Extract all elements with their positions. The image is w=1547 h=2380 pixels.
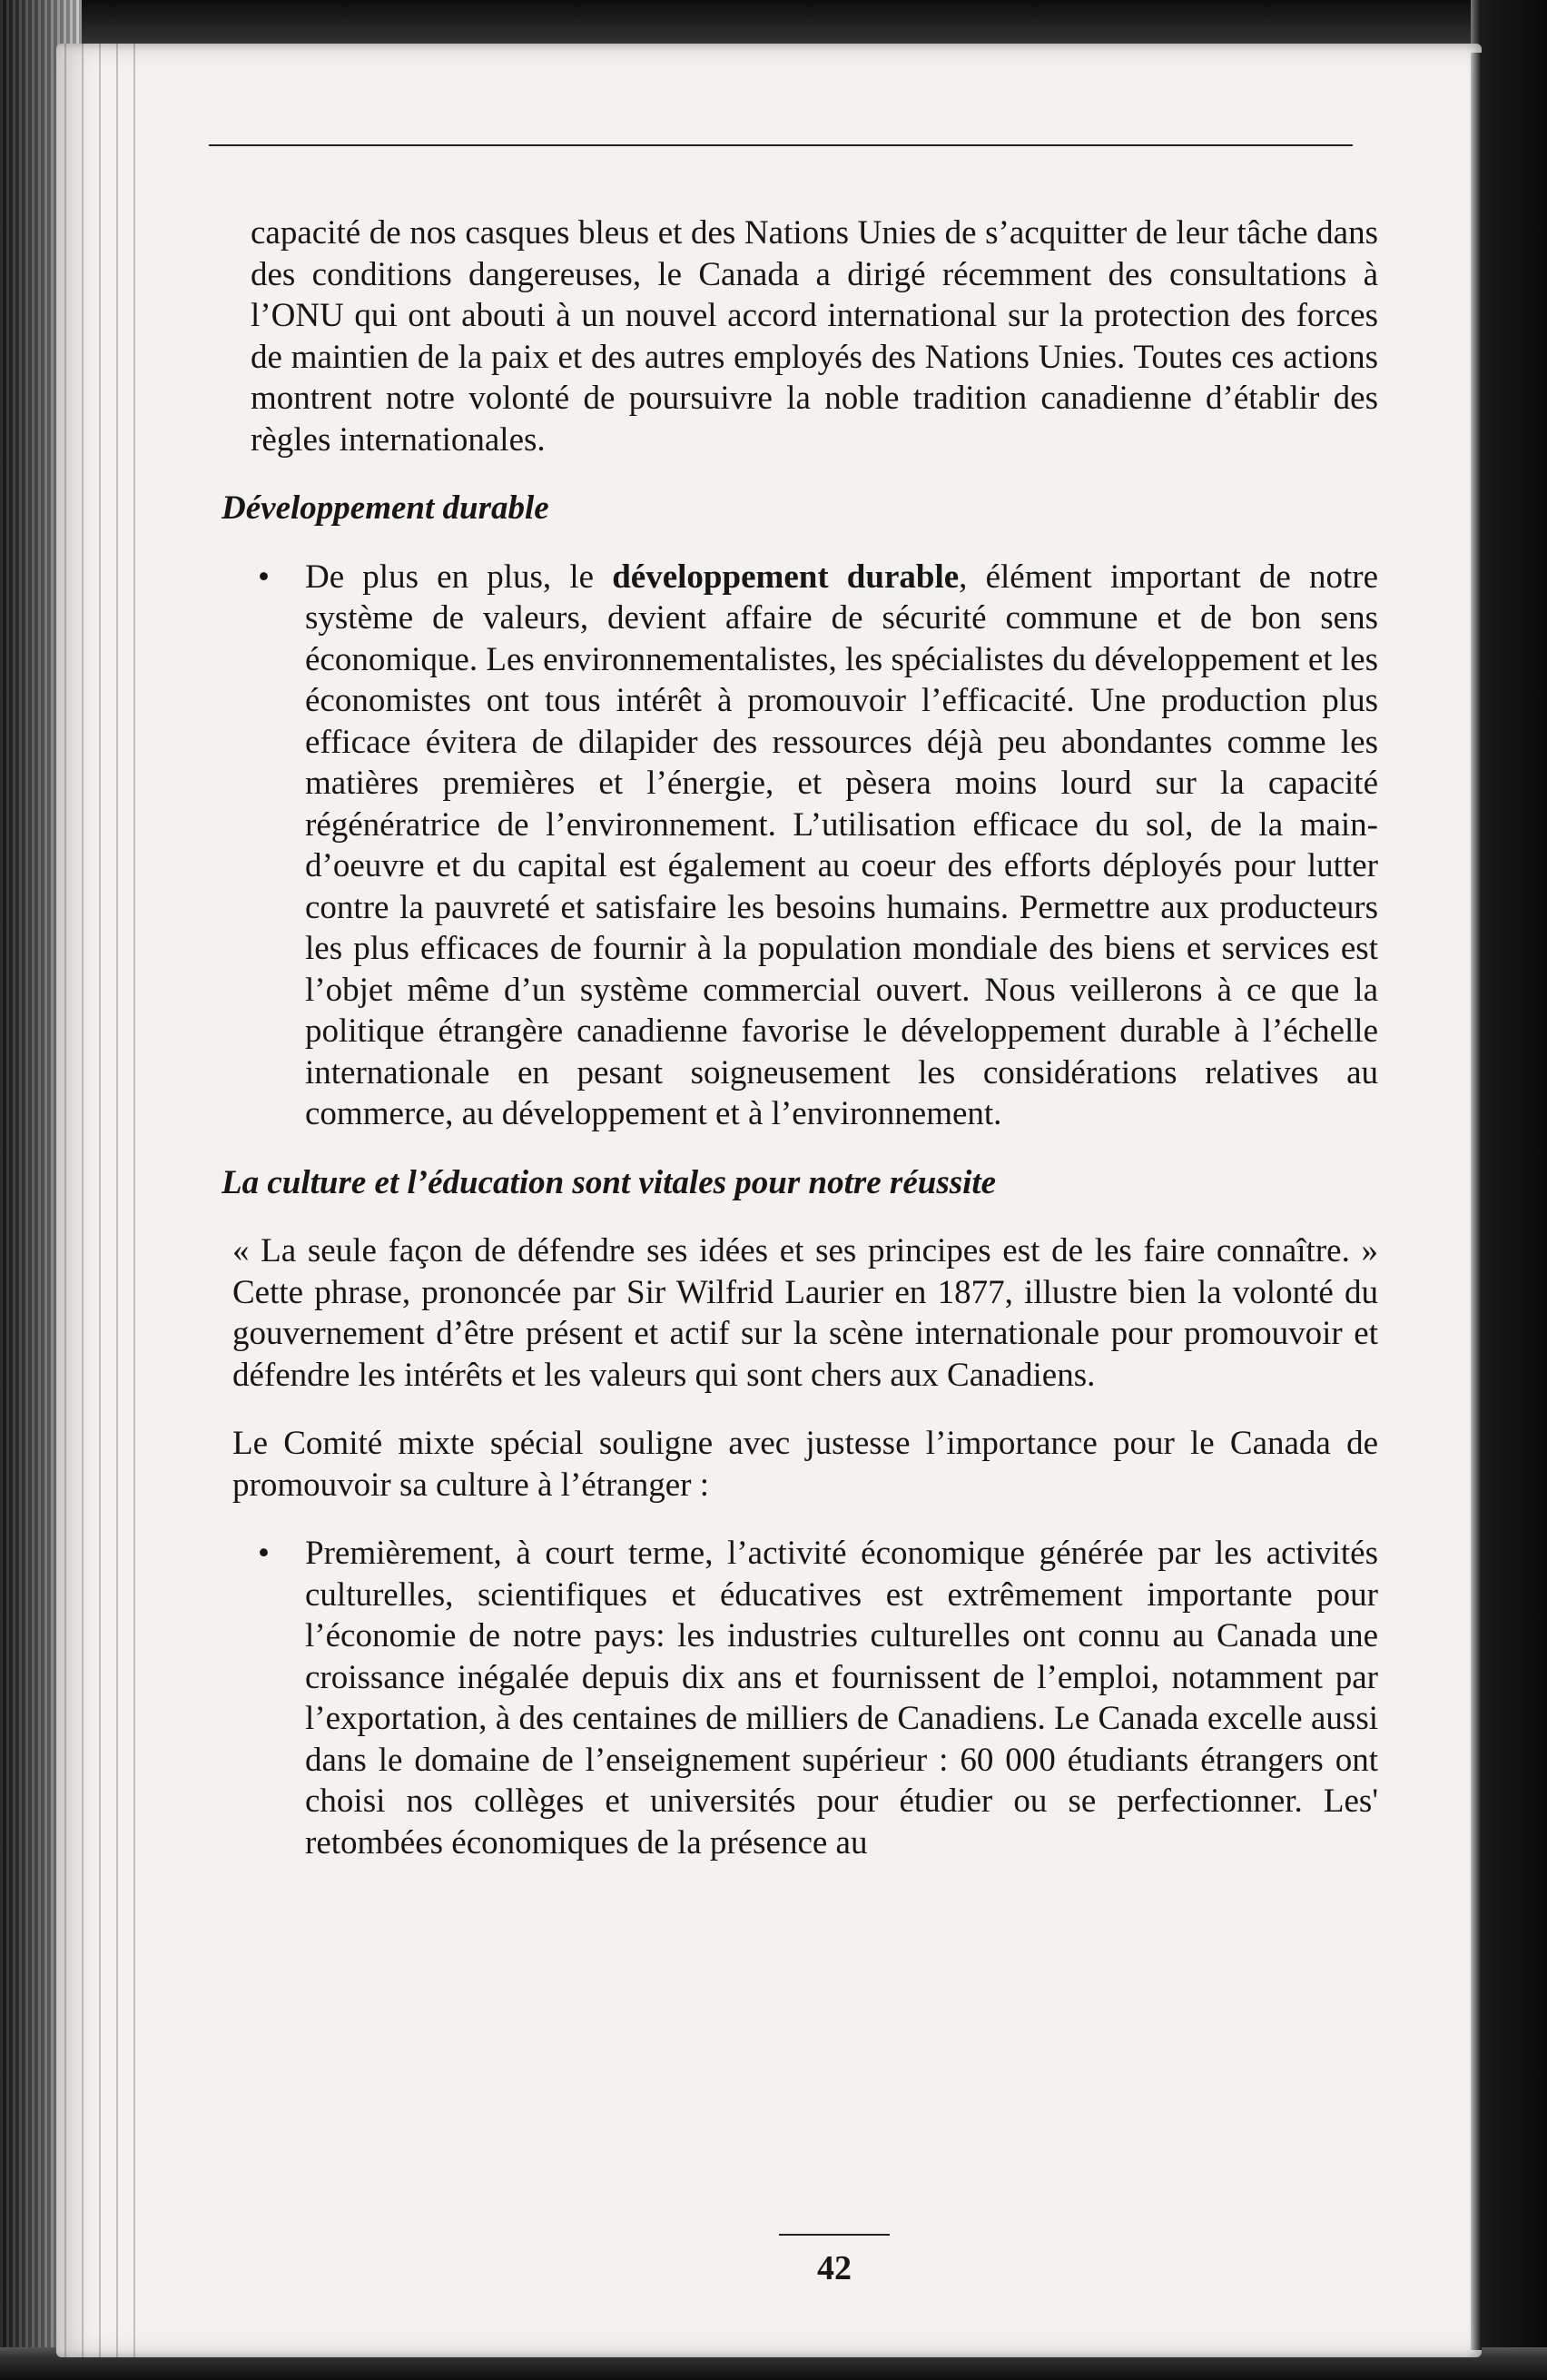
paragraph-intro: capacité de nos casques bleus et des Nations Unies de s’acquitter de leur tâche dans des conditions dangereuses, le Canada a dirigé récemment des consultations à l’ONU qui ont abouti à un nouvel accord international sur la protection des forces de maintien de la paix et des autres employés des Nations Unies. Toutes ces actions montrent notre volonté de poursuivre la noble tradition canadienne d’établir des règles internationales.: [251, 214, 1378, 459]
paragraph-laurier-quote: « La seule façon de défendre ses idées et ses principes est de les faire connaître. » Cette phrase, prononcée par Sir Wilfrid Laurier en 1877, illustre bien la volonté du gouvernement d’être présent et actif sur la scène internationale pour promouvoir et défendre les intérêts et les valeurs qui sont chers aux Canadiens.: [232, 1232, 1378, 1394]
page-body: [222, 212, 1379, 1863]
page-stack-lines: [56, 44, 138, 2357]
bullet-icon: •: [258, 558, 270, 596]
bullet-icon: •: [258, 1535, 270, 1572]
bullet-lead-text: De plus en plus, le: [305, 558, 613, 596]
bullet-text-sustainable-development: [305, 557, 1378, 1135]
bullet-item-sustainable-development: [251, 557, 1378, 1135]
header-rule: [209, 144, 1353, 146]
bullet-item-culture-economy: [251, 1533, 1378, 1863]
section-heading-culture-education: La culture et l’éducation sont vitales pour notre réussite: [222, 1163, 997, 1201]
bullet-rest-text: , élément important de notre système de valeurs, devient affaire de sécurité commune et de bon sens économique. Les environnementalistes, les spécialistes du développement et les économistes ont tous intérêt à promouvoir l’efficacité. Une production plus efficace évitera de dilapider des ressources déjà peu abondantes comme les matières premières et l’énergie, et pèsera moins lourd sur la capacité régénératrice de l’environnement. L’utilisation efficace du sol, de la main-d’oeuvre et du capital est également au coeur des efforts déployés pour lutter contre la pauvreté et satisfaire les besoins humains. Permettre aux producteurs les plus efficaces de fournir à la population mondiale des biens et services est l’objet même d’un système commercial ouvert. Nous veillerons à ce que la politique étrangère canadienne favorise le développement durable à l’échelle internationale en pesant soigneusement les considérations relatives au commerce, au développement et à l’environnement.: [305, 558, 1379, 1132]
bold-term: développement durable: [612, 558, 960, 596]
section-heading-sustainable-development: Développement durable: [222, 489, 549, 527]
scan-border-right: [1471, 0, 1547, 2380]
footer-rule: [779, 2234, 890, 2236]
paragraph-committee: Le Comité mixte spécial souligne avec justesse l’importance pour le Canada de promouvoir sa culture à l’étranger :: [232, 1425, 1378, 1504]
bullet-text-culture-economy: Premièrement, à court terme, l’activité économique générée par les activités culturelles, scientifiques et éducatives est extrêmement importante pour l’économie de notre pays: les industries culturelles ont connu au Canada une croissance inégalée depuis dix ans et fournissent de l’emploi, notamment par l’exportation, à des centaines de milliers de Canadiens. Le Canada excelle aussi dans le domaine de l’enseignement supérieur : 60 000 étudiants étrangers ont choisi nos collèges et universités pour étudier ou se perfectionner. Les' retombées économiques de la présence au: [305, 1535, 1378, 1862]
page-right-edge: [1471, 53, 1482, 2350]
page-number: 42: [817, 2249, 852, 2287]
